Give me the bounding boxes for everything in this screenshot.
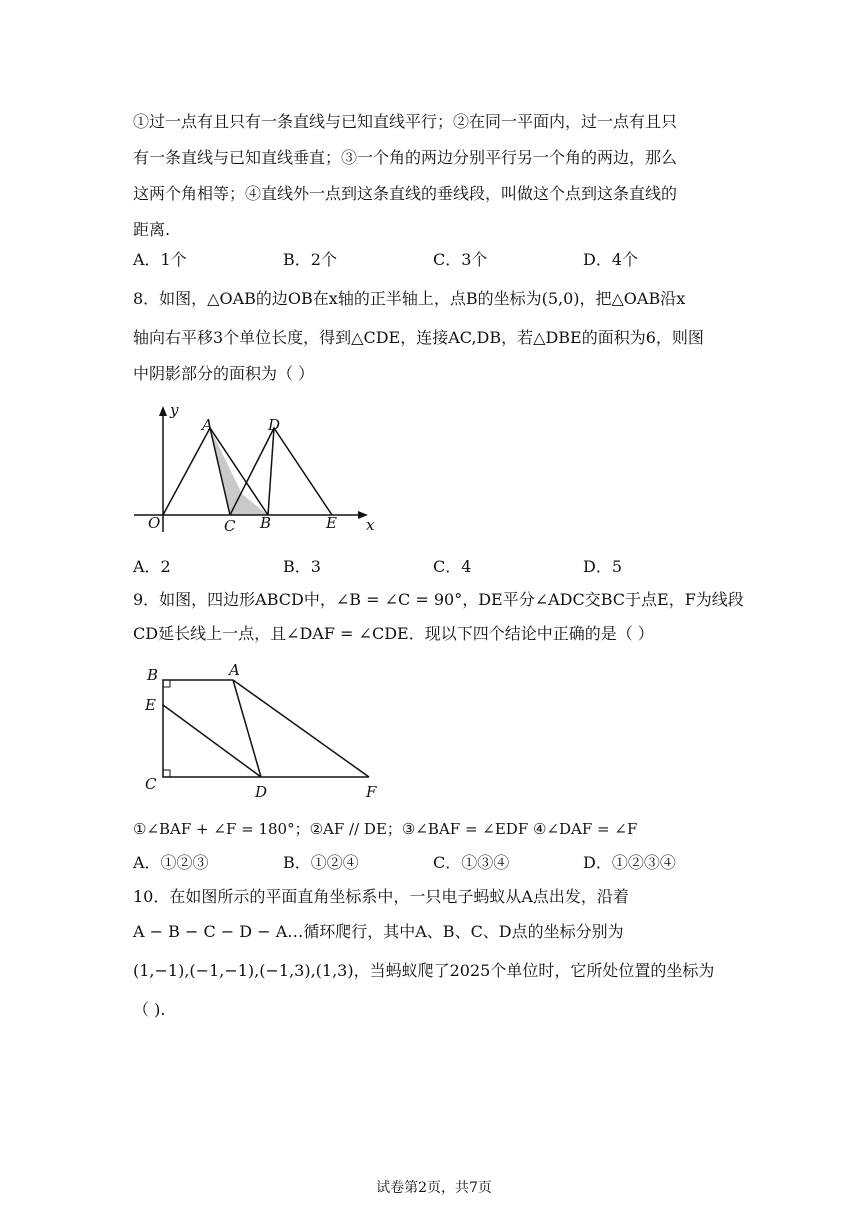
q8-line-1: 8．如图，△OAB的边OB在x轴的正半轴上，点B的坐标为(5,0)，把△OAB沿x: [133, 289, 686, 308]
q8-label-a: A: [202, 416, 213, 434]
q9-right-angle-c: [163, 770, 170, 777]
q9-option-b: B．①②④: [283, 853, 359, 872]
q9-label-d: D: [255, 783, 268, 801]
q10-line-4: （ ).: [133, 1000, 166, 1019]
q8-option-a: A．2: [133, 557, 171, 576]
q9-figure: [138, 658, 388, 803]
q10-line-2: A − B − C − D − A…循环爬行，其中A、B、C、D点的坐标分别为: [133, 922, 624, 941]
q9-option-d: D．①②③④: [583, 853, 676, 872]
q7-option-d: D．4个: [583, 250, 639, 269]
q7-option-a: A．1个: [133, 250, 187, 269]
q10-line-3: (1,−1),(−1,−1),(−1,3),(1,3)，当蚂蚁爬了2025个单位时，它所处位置的坐标为: [133, 961, 715, 980]
q9-label-a: A: [229, 661, 240, 679]
q8-option-c: C．4: [433, 557, 472, 576]
q9-option-a: A．①②③: [133, 853, 209, 872]
q7-option-c: C．3个: [433, 250, 488, 269]
q7-option-b: B．2个: [283, 250, 337, 269]
q7-line-4: 距离.: [133, 220, 171, 239]
q9-segment-ad: [233, 680, 261, 777]
q8-label-e: E: [326, 514, 337, 532]
q8-segment-db: [268, 428, 274, 515]
q8-label-o: O: [148, 514, 161, 532]
q9-line-1: 9．如图，四边形ABCD中，∠B = ∠C = 90°，DE平分∠ADC交BC于点E，F为线段: [133, 590, 744, 609]
q7-line-3: 这两个角相等；④直线外一点到这条直线的垂线段，叫做这个点到这条直线的: [133, 184, 678, 203]
q9-segment-de: [163, 705, 261, 777]
q8-option-b: B．3: [283, 557, 321, 576]
q7-line-2: 有一条直线与已知直线垂直；③一个角的两边分别平行另一个角的两边，那么: [133, 148, 678, 167]
q8-label-y: y: [170, 401, 179, 419]
q7-line-1: ①过一点有且只有一条直线与已知直线平行；②在同一平面内，过一点有且只: [133, 112, 678, 131]
q8-line-3: 中阴影部分的面积为（ ）: [133, 364, 315, 383]
q9-right-angle-b: [163, 680, 170, 687]
q8-option-d: D．5: [583, 557, 623, 576]
q9-label-c: C: [145, 775, 157, 793]
q8-label-d: D: [268, 416, 281, 434]
q9-label-f: F: [366, 783, 377, 801]
q8-figure: [128, 398, 388, 538]
q9-option-c: C．①③④: [433, 853, 510, 872]
page-footer: 试卷第2页，共7页: [376, 1180, 492, 1196]
q8-label-b: B: [260, 514, 272, 532]
q8-label-x: x: [366, 516, 375, 534]
q8-label-c: C: [224, 517, 236, 535]
q8-line-2: 轴向右平移3个单位长度，得到△CDE，连接AC,DB，若△DBE的面积为6，则图: [133, 328, 704, 347]
q9-line-2: CD延长线上一点，且∠DAF = ∠CDE．现以下四个结论中正确的是（ ）: [133, 624, 654, 643]
q9-label-e: E: [145, 696, 156, 714]
q9-label-b: B: [147, 666, 159, 684]
q9-conclusions: ①∠BAF + ∠F = 180°；②AF // DE；③∠BAF = ∠EDF ④∠DAF = ∠F: [133, 820, 638, 838]
q10-line-1: 10．在如图所示的平面直角坐标系中，一只电子蚂蚁从A点出发，沿着: [133, 887, 629, 906]
q9-segment-af: [233, 680, 369, 777]
